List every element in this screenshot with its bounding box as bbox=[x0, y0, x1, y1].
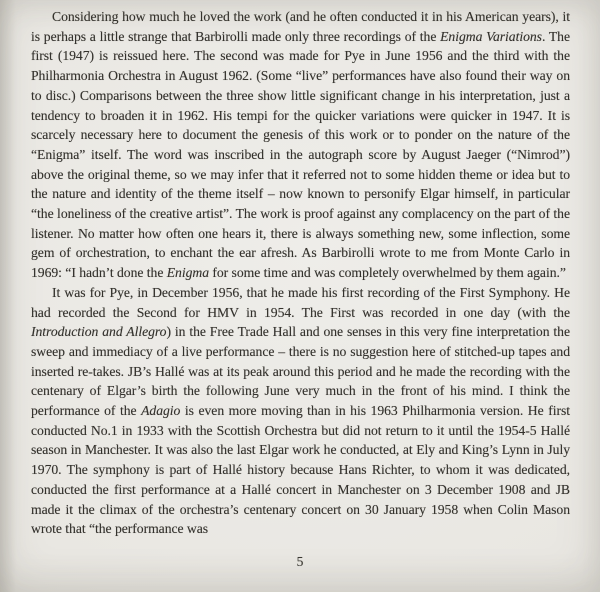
text-run: ) in the Free Trade Hall and one senses in this very fine interpretation the sweep and immediacy of a live performance – there is no suggestion here of stitched-up tapes and inserted re-takes. JB’s Hallé was at its peak around this period and he made the recording with the centenary of Elgar’s birth the following June very much in the front of his mind. I think the performance of the bbox=[31, 324, 570, 419]
liner-notes-text bbox=[31, 7, 570, 539]
page-number: 5 bbox=[296, 554, 304, 569]
text-run-italic-work-title: Introduction and Allegro bbox=[31, 324, 167, 340]
notes-paragraph-1 bbox=[31, 7, 570, 283]
notes-paragraph-2 bbox=[31, 283, 570, 539]
text-run: is even more moving than in his 1963 Philharmonia version. He first conducted No.1 in 1933 with the Scottish Orchestra but did not return to it until the 1954-5 Hallé season in Manchester. It was also the last Elgar work he conducted, at Ely and King’s Lynn in July 1970. The symphony is part of Hallé history because Hans Richter, to whom it was dedicated, conducted the first performance at a Hallé concert in Manchester on 3 December 1908 and JB made it the climax of the orchestra’s centenary concert on 30 January 1958 when Colin Mason wrote that “the performance was bbox=[31, 403, 570, 537]
text-run-italic-work-title: Adagio bbox=[141, 403, 181, 419]
text-run-italic-work-title: Enigma Variations bbox=[440, 28, 542, 44]
text-run: Considering how much he loved the work (and he often conducted it in his American years), it is perhaps a little strange that Barbirolli made only three recordings of the bbox=[31, 9, 570, 44]
text-run: for some time and was completely overwhelmed by them again.” bbox=[209, 265, 566, 281]
text-run-italic-work-title: Enigma bbox=[166, 265, 209, 281]
text-run: It was for Pye, in December 1956, that he made his first recording of the First Symphony. He had recorded the Second for HMV in 1954. The First was recorded in one day (with the bbox=[31, 284, 570, 320]
text-run: . The first (1947) is reissued here. The second was made for Pye in June 1956 and the third with the Philharmonia Orchestra in August 1962. (Some “live” performances have also found their way on to disc.) Comparisons between the three show little significant change in his interpretation, just a tendency to broaden it in 1962. His tempi for the quicker variations were quicker in 1947. It is scarcely necessary here to document the genesis of this work or to ponder on the nature of the “Enigma” itself. The word was inscribed in the autograph score by August Jaeger (“Nimrod”) above the original theme, so we may infer that it referred not to some hidden theme or idea but to the nature and identity of the theme itself – now known to personify Elgar himself, in particular “the loneliness of the creative artist”. The work is proof against any complacency on the part of the listener. No matter how often one hears it, there is always something new, some inflection, some gem of orchestration, to enchant the ear afresh. As Barbirolli wrote to me from Monte Carlo in 1969: “I hadn’t done the bbox=[31, 28, 570, 281]
